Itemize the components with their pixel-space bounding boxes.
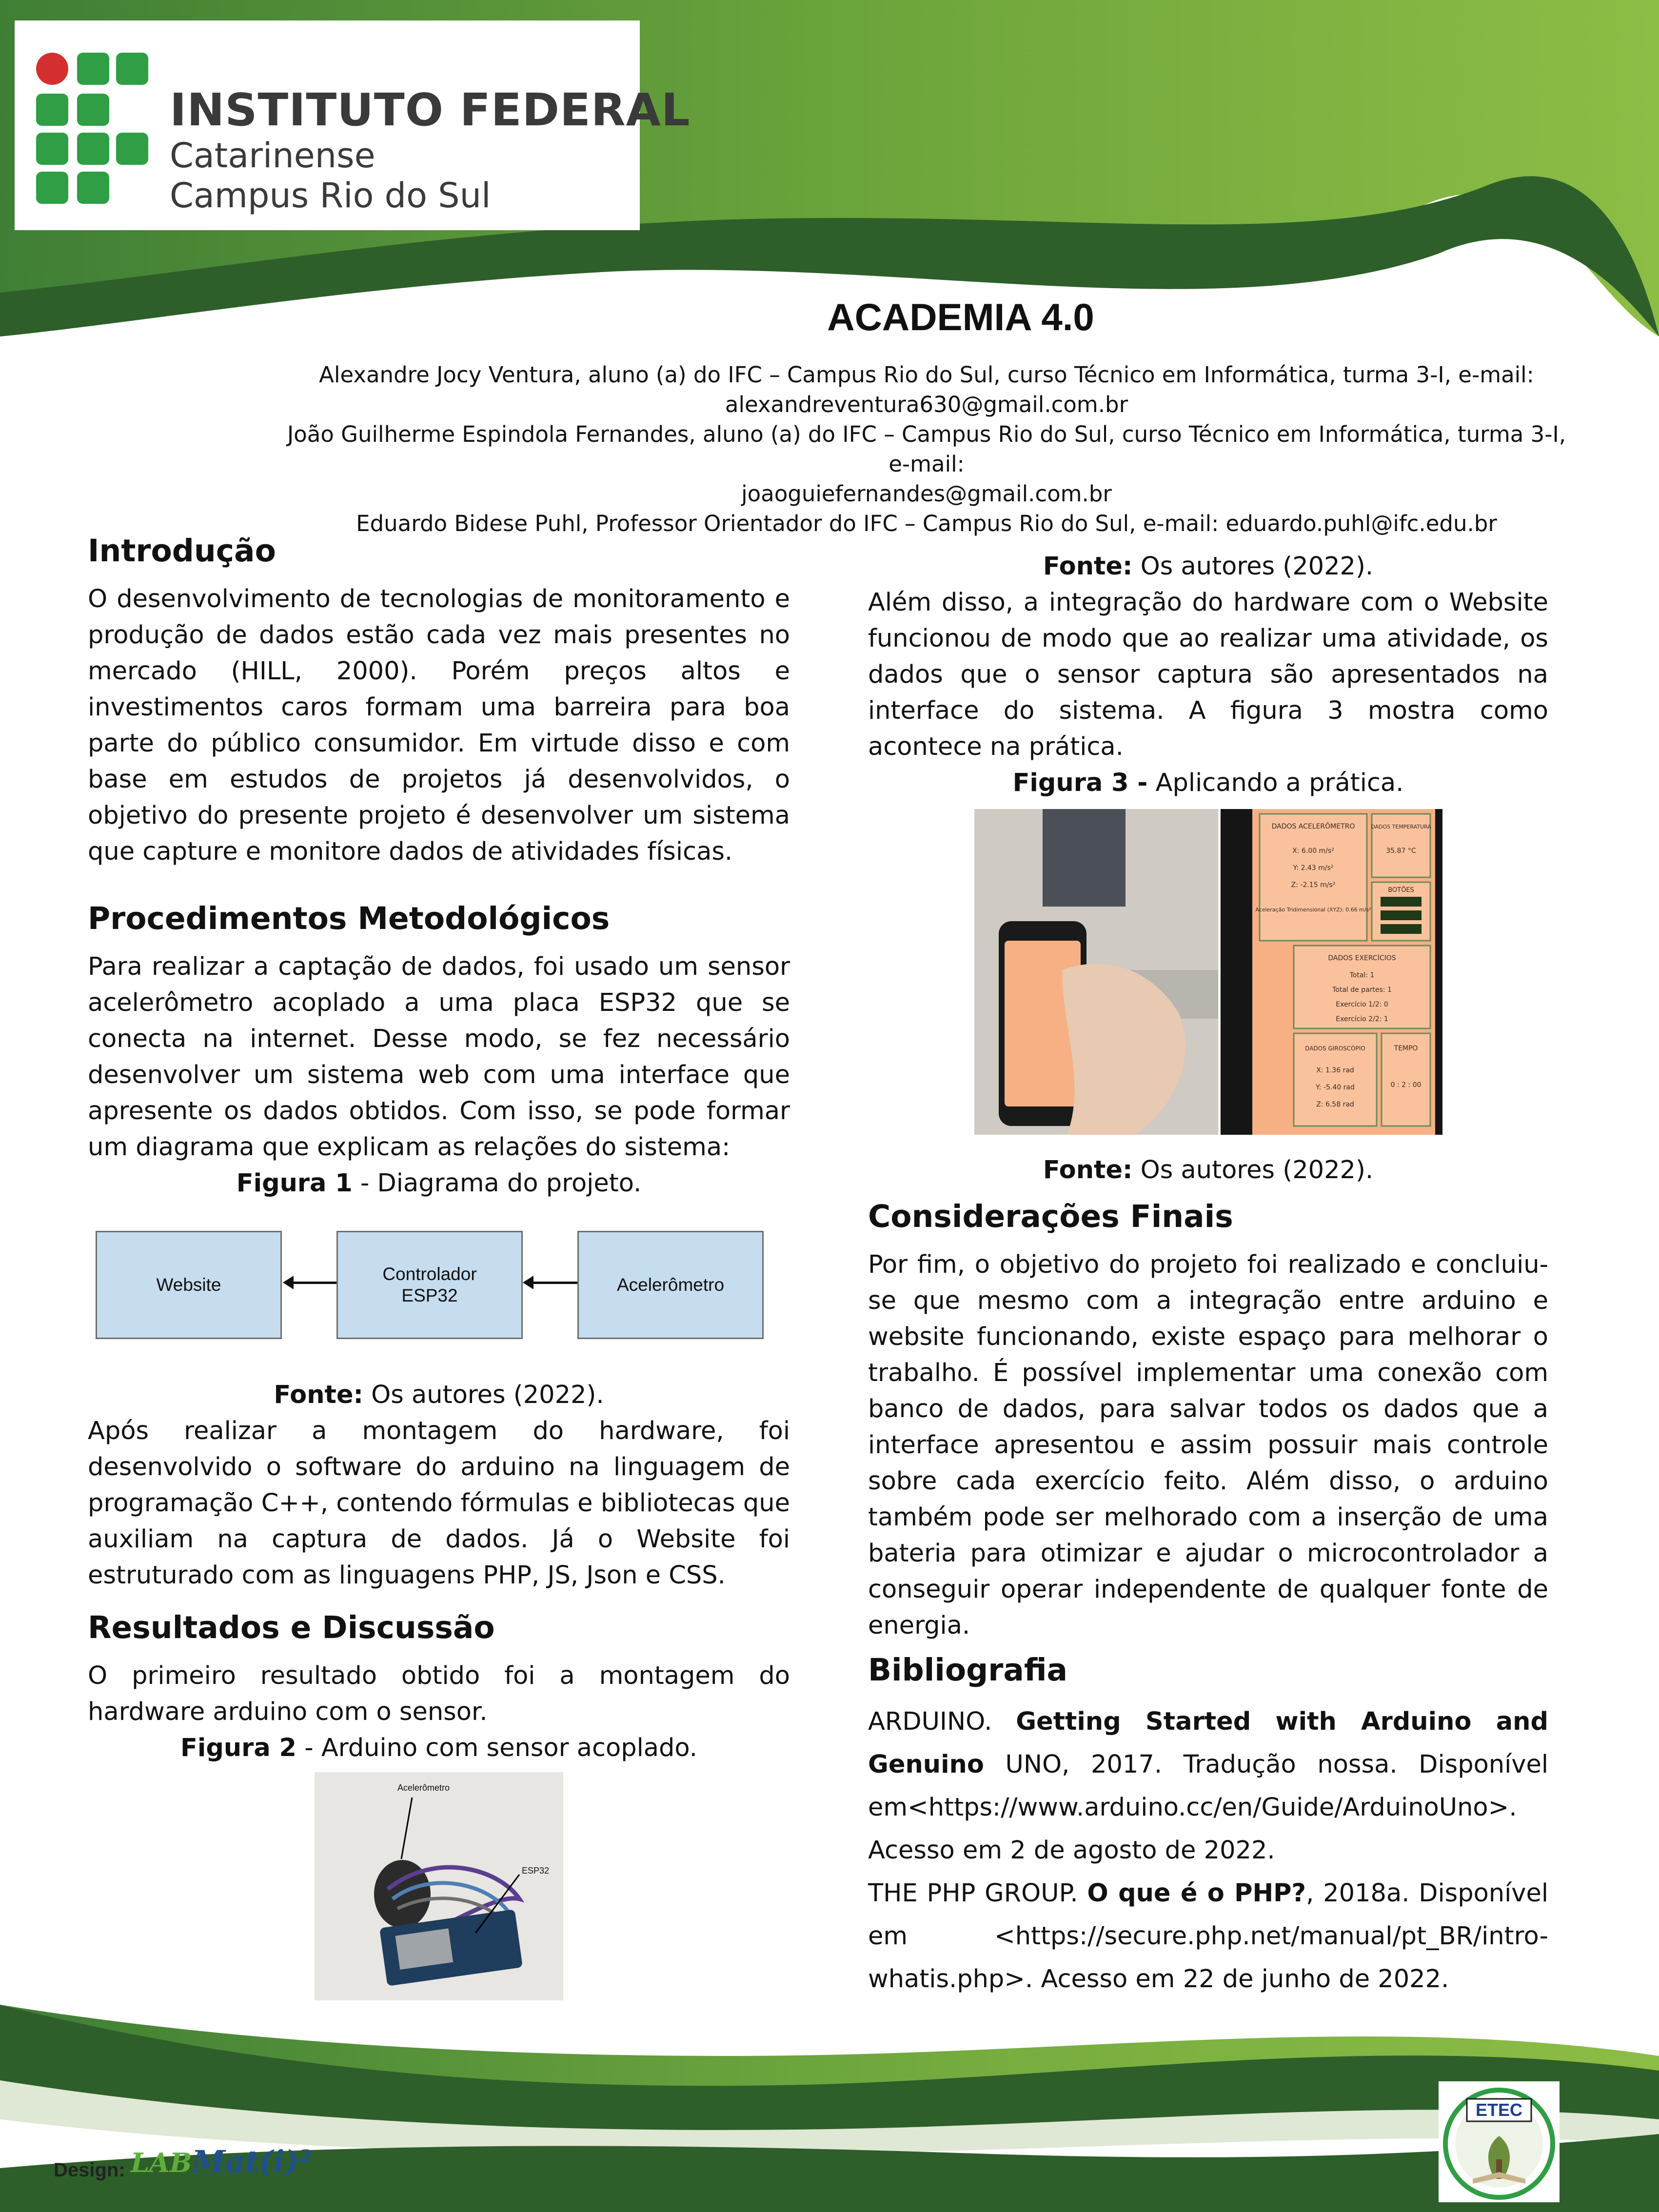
fig3-gyro-y: Y: -5.40 rad [1315,1084,1355,1091]
author-email: joaoguiefernandes@gmail.com.br [741,481,1112,507]
source-label: Fonte: [1043,552,1133,581]
fig3-ex-1: Exercício 1/2: 0 [1335,1001,1388,1008]
source-text: Os autores (2022). [1132,552,1374,581]
fig3-acc-title: DADOS ACELERÔMETRO [1271,823,1355,830]
results-text-2: Além disso, a integração do hardware com o Website funcionou de modo que ao realizar uma atividade, os dados que o sensor captura são apresentados na interface do sistema. A figura 3 mostra como acontece na prática. [868,588,1548,761]
reference-title: O que é o PHP? [1087,1879,1306,1908]
fig3-temp-value: 35.87 °C [1385,847,1416,855]
figure3-source [868,1152,1548,1188]
bibliography-heading: Bibliografia [868,1652,1068,1688]
figure2-sensor-tag: Acelerômetro [397,1783,450,1793]
figure2-title: - Arduino com sensor acoplado. [296,1734,697,1762]
author-line: Eduardo Bidese Puhl, Professor Orientador do IFC – Campus Rio do Sul, e-mail: eduardo.puhl@ifc.edu.br [356,511,1497,536]
intro-text: O desenvolvimento de tecnologias de monitoramento e produção de dados estão cada vez mais presentes no mercado (HILL, 2000). Porém preços altos e investimentos caros formam uma barreira para boa parte do público consumidor. Em virtude disso e com base em estudos de projetos já desenvolvidos, o objetivo do presente projeto é desenvolver um sistema que capture e monitore dados de atividades físicas. [88,585,790,866]
reference-item [868,1700,1548,1872]
fig3-ex-total: Total: 1 [1349,971,1374,979]
author-email: alexandreventura630@gmail.com.br [725,392,1128,417]
results-heading: Resultados e Discussão [88,1610,495,1645]
institution-name: INSTITUTO FEDERAL [170,84,691,136]
left-column [88,532,790,2006]
intro-heading: Introdução [88,533,276,569]
poster-title: ACADEMIA 4.0 [827,296,1094,338]
fig3-gyro-title: DADOS GIROSCÓPIO [1304,1045,1365,1052]
labmat-mat: Mat(i)² [192,2144,313,2179]
figure3-title: Aplicando a prática. [1147,769,1404,797]
author-line: Alexandre Jocy Ventura, aluno (a) do IFC – Campus Rio do Sul, curso Técnico em Informática, turma 3-I, e-mail: [319,362,1534,388]
results-text: O primeiro resultado obtido foi a montagem do hardware arduino com o sensor. [88,1661,790,1726]
fig3-acc-x: X: 6.00 m/s² [1292,847,1334,855]
reference-author: THE PHP GROUP. [868,1879,1087,1908]
project-diagram [88,1231,790,1358]
diagram-arrow [533,1282,578,1284]
conclusion-text: Por fim, o objetivo do projeto foi realizado e concluiu-se que mesmo com a integração entre arduino e website funcionando, existe espaço para melhorar o trabalho. É possível implementar uma conexão com banco de dados, para salvar todos os dados que a interface apresentou e assim possuir mais controle sobre cada exercício feito. Além disso, o arduino também pode ser melhorado com a inserção de uma bateria para otimizar e ajudar o microcontrolador a conseguir operar independente de qualquer fonte de energia. [868,1250,1548,1640]
institution-campus: Campus Rio do Sul [170,176,491,216]
figure1-title: - Diagrama do projeto. [352,1169,642,1198]
fig3-time-values: 0 : 2 : 00 [1390,1081,1421,1089]
fig3-ex-parts: Total de partes: 1 [1332,986,1392,994]
institution-logo [15,20,691,230]
institution-subtitle: Catarinense [170,136,375,176]
diagram-arrow [293,1282,338,1284]
controller-model: ESP32 [401,1285,458,1305]
figure2-caption [88,1730,790,1766]
authors-block [273,360,1580,538]
right-column [868,549,1548,2001]
figure2-label: Figura 2 [180,1734,296,1762]
source-label: Fonte: [1043,1156,1133,1185]
methods-heading: Procedimentos Metodológicos [88,901,610,936]
diagram-box-website: Website [96,1231,282,1339]
fig3-acc-z: Z: -2.15 m/s² [1291,881,1335,889]
fig3-gyro-z: Z: 6.58 rad [1316,1101,1354,1108]
reference-title: Getting Started with Arduino and Genuino [868,1707,1548,1779]
methods-text-2: Após realizar a montagem do hardware, foi desenvolvido o software do arduino na linguagem de programação C++, contendo fórmulas e bibliotecas que auxiliam na captura de dados. Já o Website foi estruturado com as linguagens PHP, JS, Json e CSS. [88,1417,790,1590]
etec-logo [1439,2081,1560,2202]
bibliography-list [868,1700,1548,2001]
etec-label: ETEC [1475,2100,1523,2120]
if-logo-mark [36,53,148,214]
fig3-time-title: TEMPO [1394,1045,1418,1052]
source-text: Os autores (2022). [1132,1156,1374,1185]
diagram-box-accelerometer: Acelerômetro [577,1231,764,1339]
fig3-acc-y: Y: 2.43 m/s² [1293,864,1333,872]
figure1-label: Figura 1 [236,1169,353,1198]
figure3-label: Figura 3 - [1012,769,1148,797]
design-credit-label: Design: [54,2159,125,2181]
author-line: João Guilherme Espindola Fernandes, aluno (a) do IFC – Campus Rio do Sul, curso Técnico em Informática, turma 3-I, e-mail: [287,421,1566,477]
fig3-ex-2: Exercício 2/2: 1 [1335,1015,1388,1023]
figure2-source [868,549,1548,585]
diagram-box-controller [336,1231,523,1339]
source-label: Fonte: [274,1381,363,1409]
figure3-caption [868,765,1548,801]
fig3-buttons-title: BOTÕES [1387,887,1414,894]
reference-details: UNO, 2017. Tradução nossa. Disponível em<https://www.arduino.cc/en/Guide/ArduinoUno>. Acesso em 2 de agosto de 2022. [868,1750,1548,1865]
methods-text: Para realizar a captação de dados, foi usado um sensor acelerômetro acoplado a uma placa ESP32 que se conecta na internet. Desse modo, se fez necessário desenvolver um sistema web com uma interface que apresente os dados obtidos. Com isso, se pode formar um diagrama que explicam as relações do sistema: [88,952,790,1162]
source-text: Os autores (2022). [363,1381,604,1409]
reference-author: ARDUINO. [868,1707,1016,1736]
conclusion-heading: Considerações Finais [868,1199,1233,1234]
fig3-gyro-x: X: 1.36 rad [1316,1066,1354,1074]
fig3-ex-title: DADOS EXERCÍCIOS [1327,954,1396,962]
figure1-caption [88,1165,790,1202]
controller-label: Controlador [382,1264,477,1284]
fig3-acc-total: Aceleração Tridimensional (XYZ): 0.66 m/s² [1255,907,1371,913]
labmat-lab: LAB [131,2147,192,2178]
figure2-board-tag: ESP32 [522,1866,550,1876]
labmat-logo [131,2144,312,2179]
figure3-photo [974,809,1442,1135]
figure1-source [88,1377,790,1413]
reference-details: , 2018a. Disponível em <https://secure.php.net/manual/pt_BR/intro-whatis.php>. Acesso em 22 de junho de 2022. [868,1879,1549,1994]
fig3-temp-title: DADOS TEMPERATURA [1370,824,1431,830]
